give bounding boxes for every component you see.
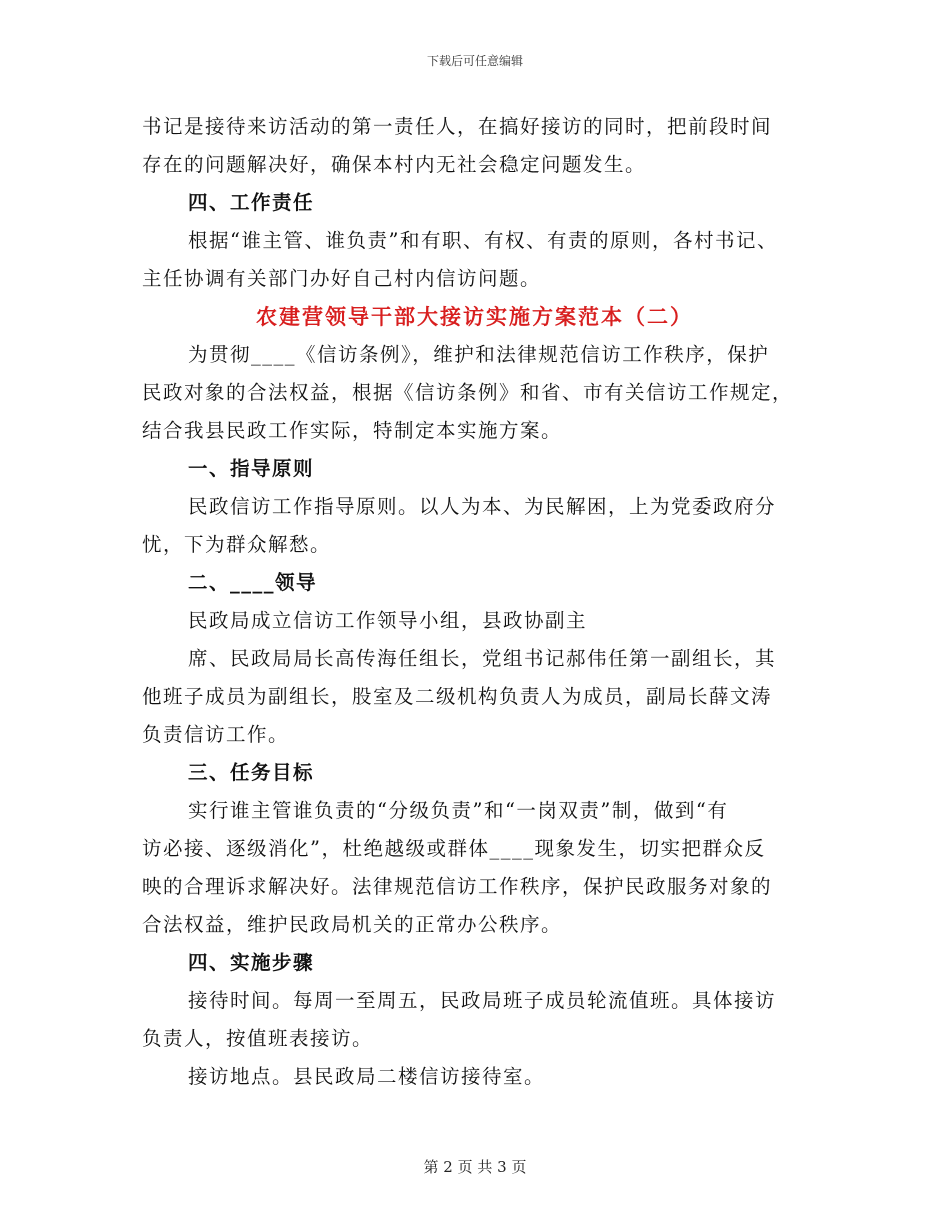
- body-line: 接访地点。县民政局二楼信访接待室。: [188, 1065, 546, 1088]
- body-line: 实行谁主管谁负责的“分级负责”和“一岗双责”制，做到“有: [188, 799, 729, 822]
- body-line: 书记是接待来访活动的第一责任人，在搞好接访的同时，把前段时间: [142, 115, 773, 138]
- body-line: 民政信访工作指导原则。以人为本、为民解困，上为党委政府分: [188, 495, 777, 518]
- section-heading-work-responsibility: 四、工作责任: [188, 191, 315, 214]
- page-header-note: 下载后可任意编辑: [426, 54, 523, 68]
- section-heading-implementation-steps: 四、实施步骤: [188, 951, 315, 974]
- section-heading-task-goals: 三、任务目标: [188, 761, 315, 784]
- body-line: 结合我县民政工作实际，特制定本实施方案。: [142, 419, 563, 442]
- section-heading-guiding-principle: 一、指导原则: [188, 457, 315, 480]
- document-title: 农建营领导干部大接访实施方案范本（二）: [256, 304, 693, 329]
- body-line: 忧，下为群众解愁。: [142, 533, 332, 556]
- body-line: 民政局成立信访工作领导小组，县政协副主: [188, 609, 588, 632]
- body-line: 接待时间。每周一至周五，民政局班子成员轮流值班。具体接访: [188, 989, 777, 1012]
- body-line: 映的合理诉求解决好。法律规范信访工作秩序，保护民政服务对象的: [142, 875, 773, 898]
- body-line: 民政对象的合法权益，根据《信访条例》和省、市有关信访工作规定，: [142, 381, 794, 404]
- body-line: 根据“谁主管、谁负责”和有职、有权、有责的原则，各村书记、: [188, 229, 778, 252]
- body-line: 负责信访工作。: [142, 723, 290, 746]
- body-line: 他班子成员为副组长，股室及二级机构负责人为成员，副局长薛文涛: [142, 685, 773, 708]
- body-line: 主任协调有关部门办好自己村内信访问题。: [142, 267, 542, 290]
- body-line: 访必接、逐级消化”，杜绝越级或群体____现象发生，切实把群众反: [142, 837, 766, 860]
- document-body: [142, 108, 807, 1096]
- body-line: 席、民政局局长高传海任组长，党组书记郝伟任第一副组长，其: [188, 647, 777, 670]
- body-line: 存在的问题解决好，确保本村内无社会稳定问题发生。: [142, 153, 647, 176]
- body-line: 负责人，按值班表接访。: [142, 1027, 374, 1050]
- body-line: 合法权益，维护民政局机关的正常办公秩序。: [142, 913, 563, 936]
- page-number: 第 2 页 共 3 页: [423, 1158, 527, 1176]
- body-line: 为贯彻____《信访条例》，维护和法律规范信访工作秩序，保护: [188, 343, 770, 366]
- section-heading-leadership: 二、____领导: [188, 571, 318, 594]
